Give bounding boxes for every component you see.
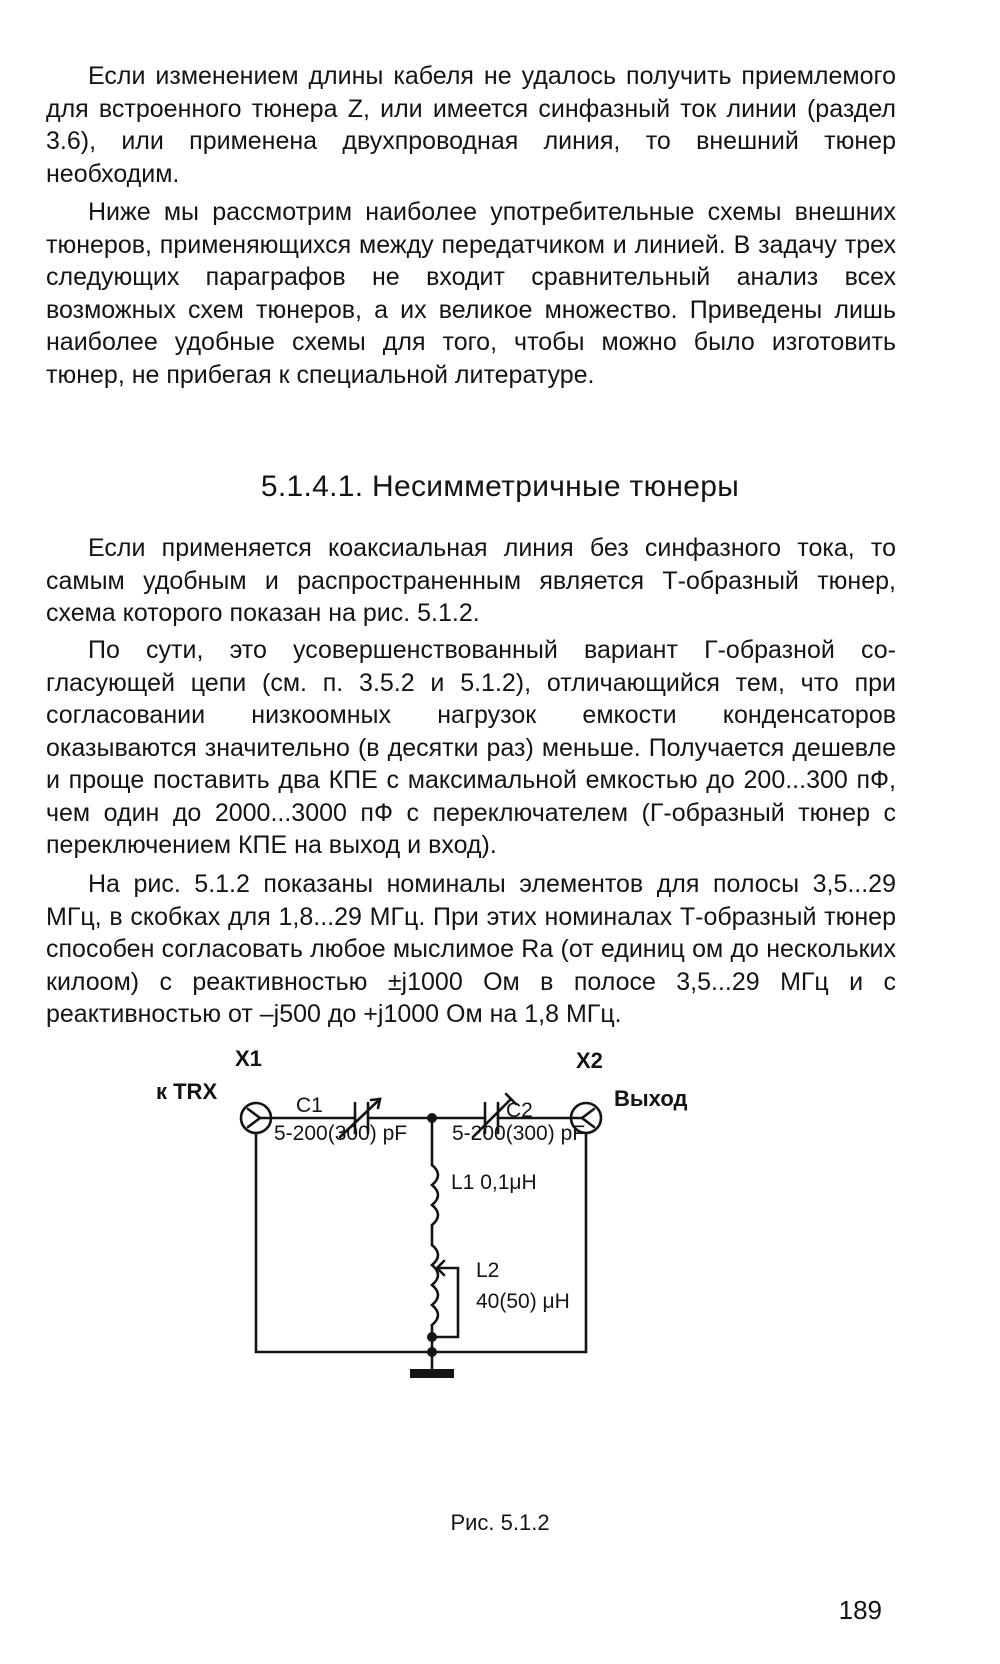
c2-name-label: C2: [506, 1099, 533, 1122]
ground-icon: [410, 1369, 454, 1378]
page-number: 189: [838, 1595, 882, 1625]
paragraph-text: Если изменением длины кабеля не удалось получить приемлемого для встроенного тюнера Z, или имеется синфазный ток линии (раздел 3.6), или применена двухпроводная линия, то внешний тюнер необходим.: [46, 62, 896, 188]
c1-value-label: 5-200(300) pF: [274, 1122, 408, 1145]
junction-top-dot: [427, 1113, 437, 1123]
junction-bottom-dot: [427, 1347, 437, 1357]
l1-label: L1 0,1μH: [451, 1171, 537, 1194]
paragraph-text: Если применяется коаксиальная линия без синфазного тока, то самым удобным и распространенным является Т-образный тюнер, схема которого показан на рис. 5.1.2.: [46, 534, 896, 627]
paragraph-5: [46, 868, 896, 1031]
output-label: Выход: [614, 1086, 688, 1111]
x1-label: X1: [235, 1046, 262, 1071]
c2-value-label: 5-200(300) pF: [452, 1122, 586, 1145]
paragraph-3: [46, 532, 896, 630]
schematic-drawing: [140, 1085, 760, 1485]
paragraph-text: По сути, это усовершенствованный вариант Г-образной согласующей цепи (см. п. 3.5.2 и 5.1.2), отличающийся тем, что при согласовании низкоомных нагрузок емкости конденсаторов оказываются значительно (в десятки раз) меньше. Получается дешевле и проще поставить два КПЕ с максимальной емкостью до 200...300 пФ, чем один до 2000...3000 пФ с переключателем (Г-образный тюнер с переключением КПЕ на выход и вход).: [46, 636, 896, 859]
figure-caption: Рис. 5.1.2: [450, 1510, 550, 1535]
junction-tap-dot: [427, 1332, 437, 1342]
section-heading: 5.1.4.1. Несимметричные тюнеры: [260, 470, 740, 503]
c1-name-label: C1: [296, 1094, 323, 1117]
l2-name-label: L2: [476, 1259, 500, 1282]
x2-label: X2: [576, 1048, 603, 1073]
tuner-schematic: [140, 1046, 760, 1485]
paragraph-4: [46, 634, 896, 862]
l1-inductor-icon: [432, 1165, 438, 1225]
l2-value-label: 40(50) μH: [476, 1290, 570, 1313]
paragraph-text: На рис. 5.1.2 показаны номиналы элементов для полосы 3,5...29 МГц, в скобках для 1,8...29 МГц. При этих номиналах Т-образный тюнер способен согласовать любое мыслимое Ra (от единиц ом до нескольких килоом) с реактивностью ±j1000 Ом в полосе 3,5...29 МГц и с реактивностью от –j500 до +j1000 Ом на 1,8 МГц.: [46, 870, 896, 1028]
x1-connector-arrow: [248, 1109, 260, 1127]
paragraph-2: [46, 196, 896, 391]
paragraph-1: [46, 60, 896, 190]
input-label: к TRX: [156, 1079, 218, 1104]
paragraph-text: Ниже мы рассмотрим наиболее употребительные схемы внешних тюнеров, применяющихся между передатчиком и линией. В задачу трех следующих параграфов не входит сравнительный анализ всех возможных схем тюнеров, а их великое множество. Приведены лишь наиболее удобные схемы для того, чтобы можно было изготовить тюнер, не прибегая к специальной литературе.: [46, 198, 896, 389]
l2-inductor-icon: [432, 1245, 438, 1325]
